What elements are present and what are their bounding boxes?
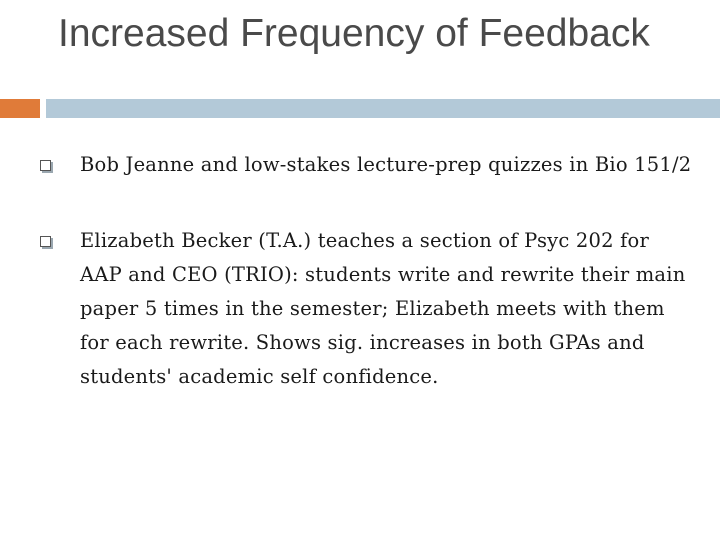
bullet-item: [36, 148, 696, 182]
square-bullet-icon: [40, 236, 51, 247]
bullet-item: [36, 224, 696, 394]
accent-bar-orange: [0, 99, 40, 118]
bullet-text: Elizabeth Becker (T.A.) teaches a section of Psyc 202 for AAP and CEO (TRIO): students write and rewrite their main paper 5 times in the semester; Elizabeth meets with them for each rewrite. Shows sig. increases in both GPAs and students' academic self confidence.: [80, 229, 686, 388]
slide-title: Increased Frequency of Feedback: [58, 12, 650, 55]
bullet-list: [36, 148, 696, 436]
square-bullet-icon: [40, 160, 51, 171]
bullet-text: Bob Jeanne and low-stakes lecture-prep quizzes in Bio 151/2: [80, 153, 692, 176]
accent-bar-blue: [46, 99, 720, 118]
